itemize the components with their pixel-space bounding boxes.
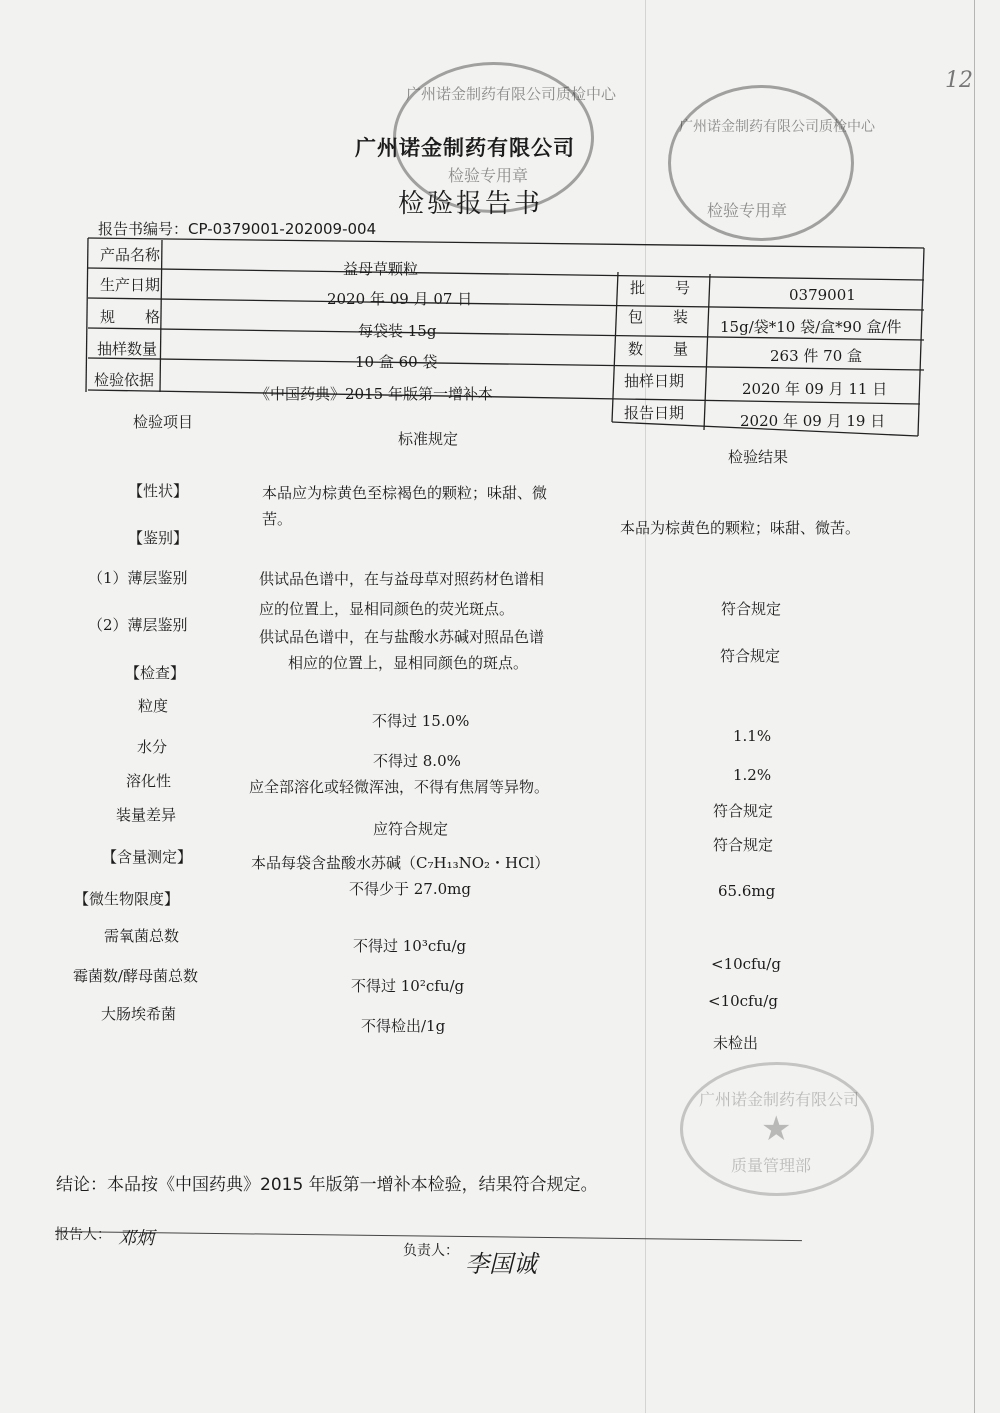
company-stamp-seal: 广州诺金制药有限公司 ★ 质量管理部 [680,1062,874,1196]
spec-label: 规 格 [100,308,161,326]
quantity-value: 263 件 70 盒 [770,347,863,365]
section-tests: 【检查】 [125,664,186,682]
product-name-label: 产品名称 [100,246,161,264]
section-appearance: 【性状】 [128,482,189,500]
granularity-standard: 不得过 15.0% [372,712,470,730]
conclusion: 结论：本品按《中国药典》2015 年版第一增补本检验，结果符合规定。 [56,1175,598,1195]
reporter-label: 报告人： [55,1227,111,1243]
appearance-result: 本品为棕黄色的颗粒；味甜、微苦。 [620,519,861,537]
sampling-date-label: 抽样日期 [624,372,685,390]
production-date-value: 2020 年 09 月 07 日 [327,290,473,308]
granularity-item: 粒度 [138,697,169,715]
report-date-value: 2020 年 09 月 19 日 [740,412,886,430]
solubility-standard: 应全部溶化或轻微浑浊，不得有焦屑等异物。 [249,778,550,796]
assay-result: 65.6mg [718,882,776,900]
sampling-date-value: 2020 年 09 月 11 日 [742,380,888,398]
solubility-result: 1.2% [733,766,772,784]
mold-yeast-item: 霉菌数/酵母菌总数 [73,967,199,985]
assay-standard-line2: 不得少于 27.0mg [349,880,471,898]
packing-value: 15g/袋*10 袋/盒*90 盒/件 [720,318,902,336]
tlc1-standard-line1: 供试品色谱中，在与益母草对照药材色谱相 [259,570,545,588]
batch-label: 批 号 [630,279,691,297]
manager-signature: 李国诚 [465,1250,537,1278]
reporter-signature: 邓炳 [118,1228,154,1249]
packing-label: 包 装 [628,308,689,326]
tlc2-standard-line2: 相应的位置上，显相同颜色的斑点。 [288,654,529,672]
report-number: 报告书编号：CP-0379001-202009-004 [98,220,377,238]
moisture-standard: 不得过 8.0% [373,752,461,770]
tlc1-item: （1）薄层鉴别 [88,569,188,587]
star-icon: ★ [761,1109,792,1149]
ecoli-item: 大肠埃希菌 [101,1005,177,1023]
company-name: 广州诺金制药有限公司 [355,136,575,160]
section-assay: 【含量测定】 [102,848,193,866]
ecoli-standard: 不得检出/1g [361,1017,446,1035]
batch-value: 0379001 [789,286,856,304]
qc-stamp-seal: 广州诺金制药有限公司质检中心 检验专用章 [393,62,594,213]
fill-variation-standard: 应符合规定 [373,820,449,838]
sample-qty-label: 抽样数量 [97,340,158,358]
product-name-value: 益母草颗粒 [343,260,419,278]
fill-variation-item: 装量差异 [116,806,177,824]
fill-variation-result: 符合规定 [713,802,774,820]
page-mark: 12 [945,68,973,93]
tlc2-result: 符合规定 [720,647,781,665]
section-identification: 【鉴别】 [128,529,189,547]
quantity-label: 数 量 [628,340,689,358]
mold-yeast-result: <10cfu/g [708,992,778,1010]
production-date-label: 生产日期 [100,276,161,294]
sample-qty-value: 10 盒 60 袋 [355,353,438,371]
appearance-standard-line1: 本品应为棕黄色至棕褐色的颗粒；味甜、微 [262,484,548,502]
basis-value: 《中国药典》2015 年版第一增补本 [255,385,493,403]
tlc2-standard-line1: 供试品色谱中，在与盐酸水苏碱对照品色谱 [259,628,545,646]
col-header-item: 检验项目 [133,413,194,431]
ecoli-result: 未检出 [713,1034,759,1052]
mold-yeast-standard: 不得过 10²cfu/g [351,977,465,995]
manager-label: 负责人： [403,1243,459,1259]
appearance-standard-line2: 苦。 [262,510,293,528]
col-header-standard: 标准规定 [398,430,459,448]
tlc1-standard-line2: 应的位置上，显相同颜色的荧光斑点。 [259,600,515,618]
report-date-label: 报告日期 [624,404,685,422]
solubility-item: 溶化性 [126,772,172,790]
assay-result-conform: 符合规定 [713,836,774,854]
section-microbial: 【微生物限度】 [74,890,180,908]
page-title: 检验报告书 [398,189,544,219]
spec-value: 每袋装 15g [358,322,437,340]
qc-stamp-seal-2: 广州诺金制药有限公司质检中心 检验专用章 [668,85,854,241]
tlc1-result: 符合规定 [721,600,782,618]
tlc2-item: （2）薄层鉴别 [88,616,188,634]
aerobic-count-item: 需氧菌总数 [104,927,180,945]
assay-standard-line1: 本品每袋含盐酸水苏碱（C₇H₁₃NO₂・HCl） [251,854,550,872]
basis-label: 检验依据 [94,371,155,389]
moisture-item: 水分 [137,738,168,756]
aerobic-count-result: <10cfu/g [711,955,781,973]
col-header-result: 检验结果 [728,448,789,466]
aerobic-count-standard: 不得过 10³cfu/g [353,937,467,955]
moisture-result: 1.1% [733,727,772,745]
